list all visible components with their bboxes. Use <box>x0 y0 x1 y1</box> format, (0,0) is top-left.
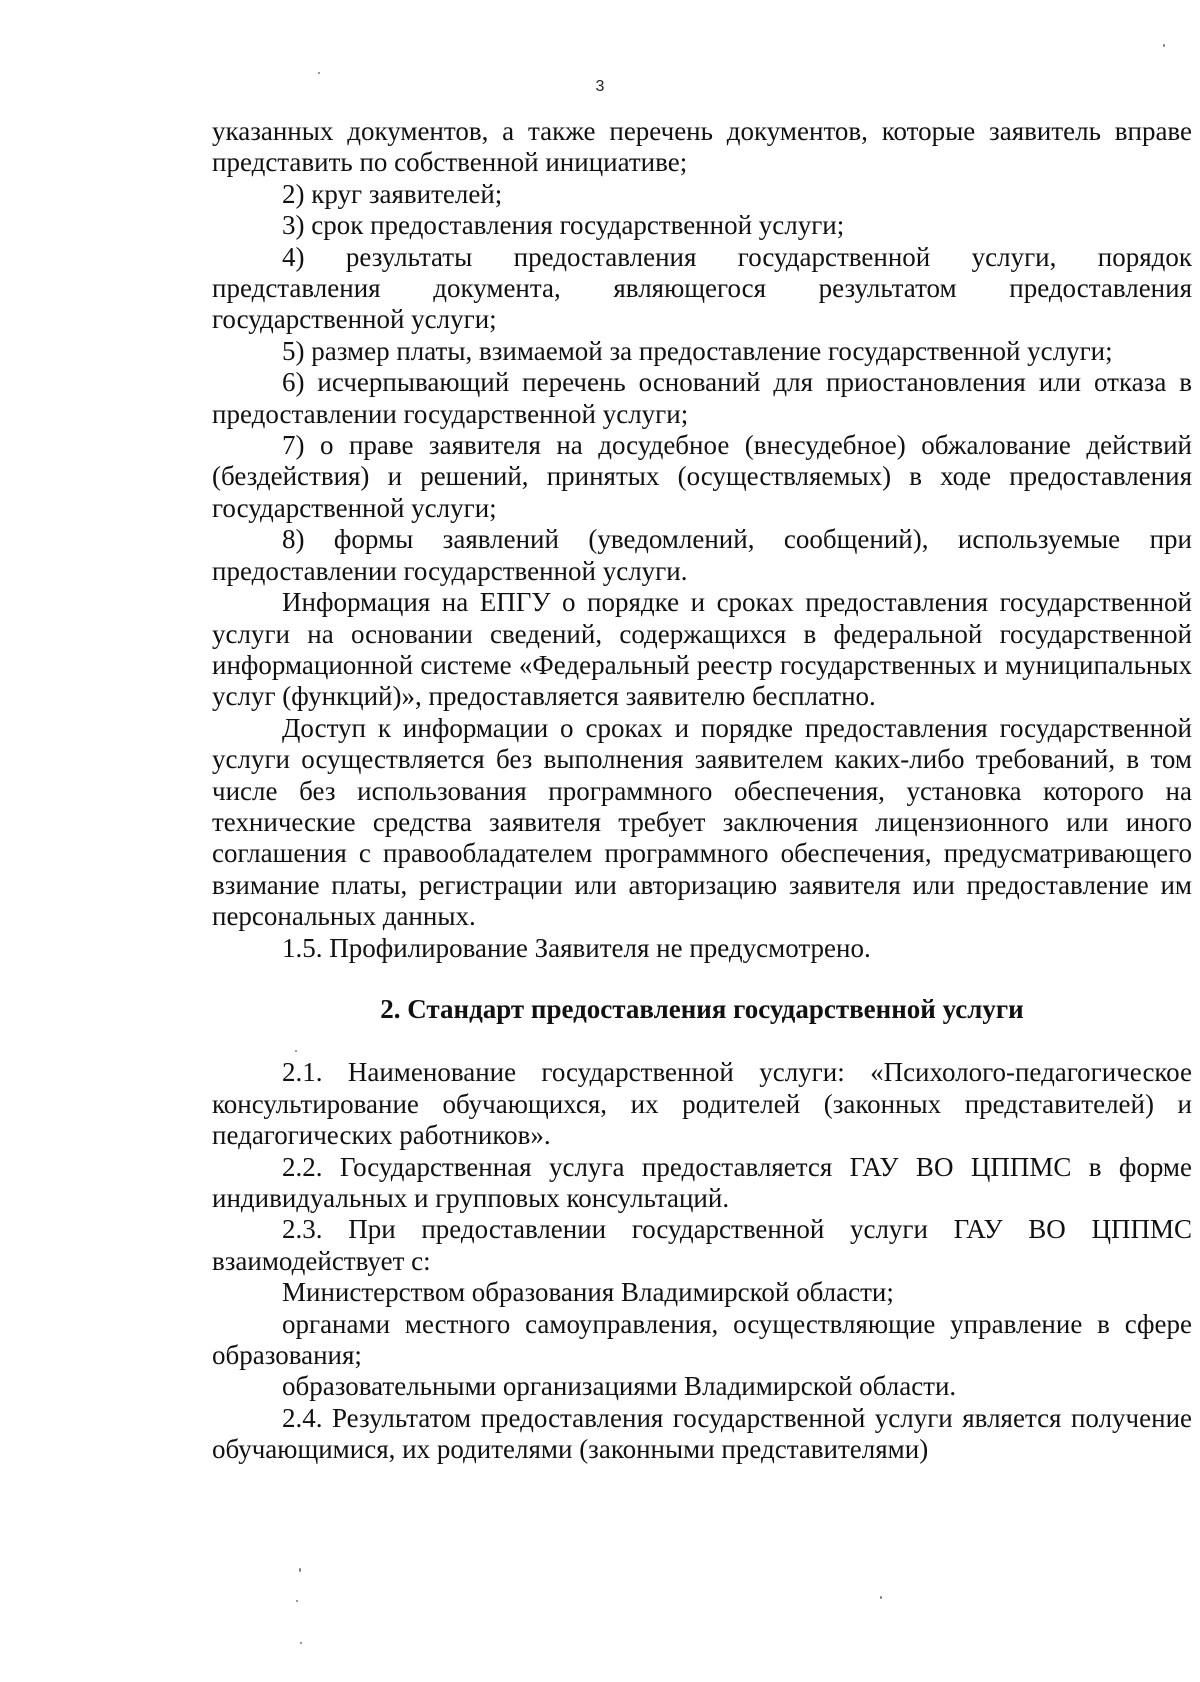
standard-section-block <box>212 1057 1192 1465</box>
list-item-appeal-rights: 7) о праве заявителя на досудебное (внесудебное) обжалование действий (бездействия) и решений, принятых (осуществляемых) в ходе предоставления государственной услуги; <box>212 430 1192 523</box>
intro-list-block <box>212 116 1192 964</box>
list-item-refusal-grounds: 6) исчерпывающий перечень оснований для приостановления или отказа в предоставлении государственной услуги; <box>212 367 1192 429</box>
paragraph-provider: 2.2. Государственная услуга предоставляется ГАУ ВО ЦППМС в форме индивидуальных и групповых консультаций. <box>212 1151 1192 1213</box>
list-item-term: 3) срок предоставления государственной услуги; <box>282 210 845 241</box>
section-heading: 2. Стандарт предоставления государственной услуги <box>380 993 1024 1024</box>
list-item-educational-orgs: образовательными организациями Владимирской области. <box>282 1371 957 1402</box>
list-item-applicants: 2) круг заявителей; <box>282 178 503 209</box>
paragraph-result: 2.4. Результатом предоставления государственной услуги является получение обучающимися, их родителями (законными представителями) <box>212 1402 1192 1465</box>
document-body <box>212 116 1192 1466</box>
list-item-ministry: Министерством образования Владимирской области; <box>282 1277 894 1308</box>
paragraph-profiling: 1.5. Профилирование Заявителя не предусмотрено. <box>282 932 871 963</box>
scan-speck <box>295 1050 297 1052</box>
paragraph-service-name: 2.1. Наименование государственной услуги: «Психолого-педагогическое консультирование обучающихся, их родителей (законных представителей) и педагогических работников». <box>212 1057 1192 1151</box>
paragraph: указанных документов, а также перечень документов, которые заявитель вправе представить по собственной инициативе; <box>212 116 1192 178</box>
paragraph-access: Доступ к информации о сроках и порядке предоставления государственной услуги осуществляется без выполнения заявителем каких-либо требований, в том числе без использования программного обеспечения, установка которого на технические средства заявителя требует заключения лицензионного или иного соглашения с правообладателем программного обеспечения, предусматривающего взимание платы, регистрации или авторизацию заявителя или предоставление им персональных данных. <box>212 712 1192 932</box>
list-item-forms: 8) формы заявлений (уведомлений, сообщений), используемые при предоставлении государственной услуги. <box>212 524 1192 586</box>
list-item-local-authorities: органами местного самоуправления, осуществляющие управление в сфере образования; <box>212 1308 1192 1371</box>
paragraph-epgu-info: Информация на ЕПГУ о порядке и сроках предоставления государственной услуги на основании сведений, содержащихся в федеральной государственной информационной системе «Федеральный реестр государственных и муниципальных услуг (функций)», предоставляется заявителю бесплатно. <box>212 587 1192 712</box>
scan-speck <box>1163 44 1165 47</box>
scan-speck <box>296 1600 298 1602</box>
scan-speck <box>318 72 320 74</box>
scan-speck <box>880 1596 882 1599</box>
scan-speck <box>300 1642 302 1644</box>
list-item-results: 4) результаты предоставления государственной услуги, порядок представления документа, являющегося результатом предоставления государственной услуги; <box>212 241 1192 335</box>
paragraph-interaction: 2.3. При предоставлении государственной услуги ГАУ ВО ЦППМС взаимодействует с: <box>212 1214 1192 1276</box>
scan-speck <box>299 1568 301 1572</box>
list-item-fee: 5) размер платы, взимаемой за предоставление государственной услуги; <box>282 335 1113 366</box>
page-number: 3 <box>595 78 605 95</box>
